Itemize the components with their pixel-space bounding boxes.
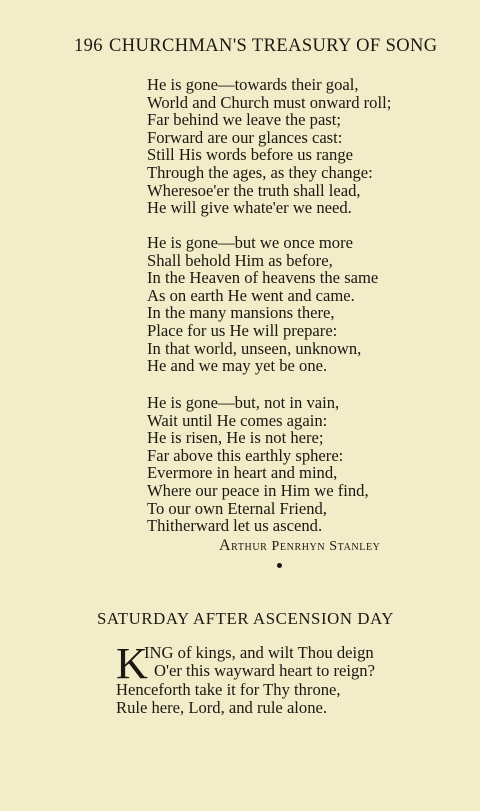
poem-line: He will give whate'er we need. <box>147 198 352 218</box>
poem-line: Wait until He comes again: <box>147 410 328 430</box>
stanza-1 <box>147 76 391 217</box>
poem-line: He is gone—but we once more <box>147 233 353 252</box>
poem-line: Place for us He will prepare: <box>147 320 338 340</box>
poem-line: Forward are our glances cast: <box>147 127 343 147</box>
poem-line: Evermore in heart and mind, <box>147 463 338 483</box>
poem-line: Far behind we leave the past; <box>147 110 341 130</box>
running-header <box>74 36 438 57</box>
poem-line: In that world, unseen, unknown, <box>147 338 362 358</box>
poem-line: World and Church must onward roll; <box>147 92 392 112</box>
poem-line: He is gone—towards their goal, <box>147 75 359 94</box>
poem-line: Shall behold Him as before, <box>147 250 333 270</box>
running-title: CHURCHMAN'S TREASURY OF SONG <box>108 36 438 56</box>
author-attribution: Arthur Penrhyn Stanley <box>219 537 381 554</box>
poem-line: In the Heaven of heavens the same <box>147 268 379 288</box>
page-number: 196 <box>74 36 103 56</box>
poem-line: In the many mansions there, <box>147 303 335 323</box>
poem-line: To our own Eternal Friend, <box>147 498 327 518</box>
poem-line: He is gone—but, not in vain, <box>147 393 340 412</box>
poem-line: ING of kings, and wilt Thou deign <box>144 643 374 662</box>
poem-line: O'er this wayward heart to reign? <box>154 661 375 680</box>
poem-line: Where our peace in Him we find, <box>147 480 369 500</box>
poem-line: Rule here, Lord, and rule alone. <box>116 698 328 717</box>
drop-cap: K <box>116 639 148 688</box>
poem-line: Still His words before us range <box>147 145 354 165</box>
poem-line: Thitherward let us ascend. <box>147 516 323 536</box>
poem-line: Wheresoe'er the truth shall lead, <box>147 180 361 200</box>
poem-line: Henceforth take it for Thy throne, <box>116 680 341 699</box>
poem-line: Through the ages, as they change: <box>147 162 373 182</box>
stanza-2 <box>147 234 378 375</box>
poem-line: He and we may yet be one. <box>147 356 328 376</box>
poem-line: As on earth He went and came. <box>147 285 355 305</box>
poem-line: He is risen, He is not here; <box>147 428 324 448</box>
hymn-title: SATURDAY AFTER ASCENSION DAY <box>97 609 395 628</box>
section-divider-dot <box>277 563 282 568</box>
stanza-3 <box>147 394 369 535</box>
poem-line: Far above this earthly sphere: <box>147 445 344 465</box>
